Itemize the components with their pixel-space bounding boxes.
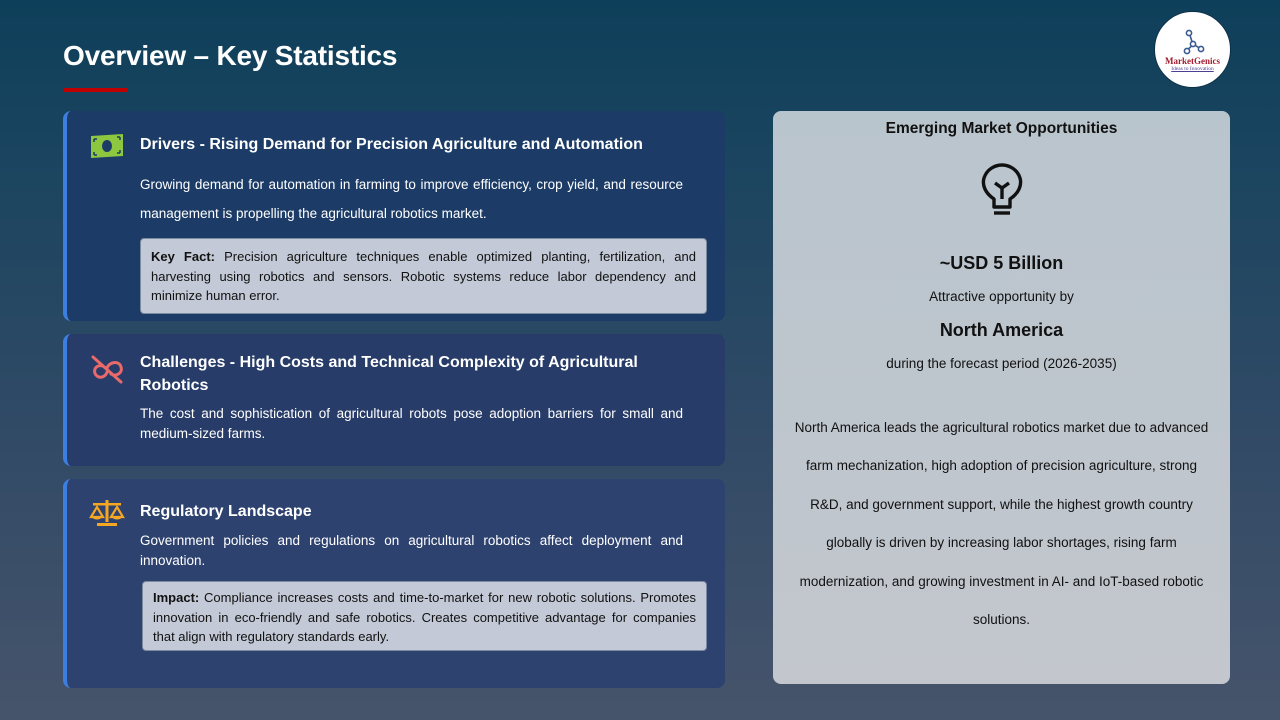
challenges-title: Challenges - High Costs and Technical Complexity of Agricultural Robotics <box>140 354 638 394</box>
key-fact-text: Precision agriculture techniques enable optimized planting, fertilization, and harvesting using robotics and sensors. Robotic systems reduce labor dependency and minimize human error. <box>151 249 696 303</box>
regulatory-body: Government policies and regulations on agricultural robotics affect deployment and innovation. <box>140 533 683 568</box>
challenges-card <box>63 334 725 466</box>
forecast-period: during the forecast period (2026-2035) <box>886 356 1117 371</box>
opportunity-panel <box>773 111 1230 684</box>
opportunity-subtitle: Attractive opportunity by <box>929 289 1074 304</box>
impact-box <box>142 581 707 651</box>
molecule-network-icon <box>1181 29 1205 55</box>
page-title: Overview – Key Statistics <box>63 40 398 71</box>
drivers-title: Drivers - Rising Demand for Precision Agriculture and Automation <box>140 136 643 153</box>
opportunity-description: North America leads the agricultural robotics market due to advanced farm mechanization, high adoption of precision agriculture, strong R&D, and government support, while the highest growth country globally is driven by increasing labor shortages, rising farm modernization, and growing investment in AI- and IoT-based robotic solutions. <box>794 420 1209 628</box>
balance-scale-icon <box>89 498 125 528</box>
drivers-body: Growing demand for automation in farming to improve efficiency, crop yield, and resource management is propelling the agricultural robotics market. <box>140 177 683 221</box>
logo-tagline: Ideas to Innovation <box>1171 65 1214 72</box>
company-logo <box>1154 11 1231 88</box>
lightbulb-icon <box>979 163 1025 219</box>
key-fact-box <box>140 238 707 314</box>
key-fact-label: Key Fact: <box>151 249 215 264</box>
impact-label: Impact: <box>153 590 200 605</box>
challenges-body: The cost and sophistication of agricultural robots pose adoption barriers for small and medium-sized farms. <box>140 406 683 441</box>
logo-name: MarketGenics <box>1165 55 1220 66</box>
panel-title: Emerging Market Opportunities <box>885 120 1118 137</box>
money-bill-icon <box>89 131 125 161</box>
opportunity-region: North America <box>939 320 1064 340</box>
impact-text: Compliance increases costs and time-to-market for new robotic solutions. Promotes innovation in eco-friendly and safe robotics. Creates competitive advantage for companies that align with regulatory standards early. <box>153 590 696 644</box>
title-underline <box>64 88 128 92</box>
drivers-card <box>63 111 725 321</box>
regulatory-card <box>63 479 725 688</box>
regulatory-title: Regulatory Landscape <box>140 503 312 520</box>
opportunity-amount: ~USD 5 Billion <box>939 253 1064 273</box>
broken-link-icon <box>89 354 125 384</box>
